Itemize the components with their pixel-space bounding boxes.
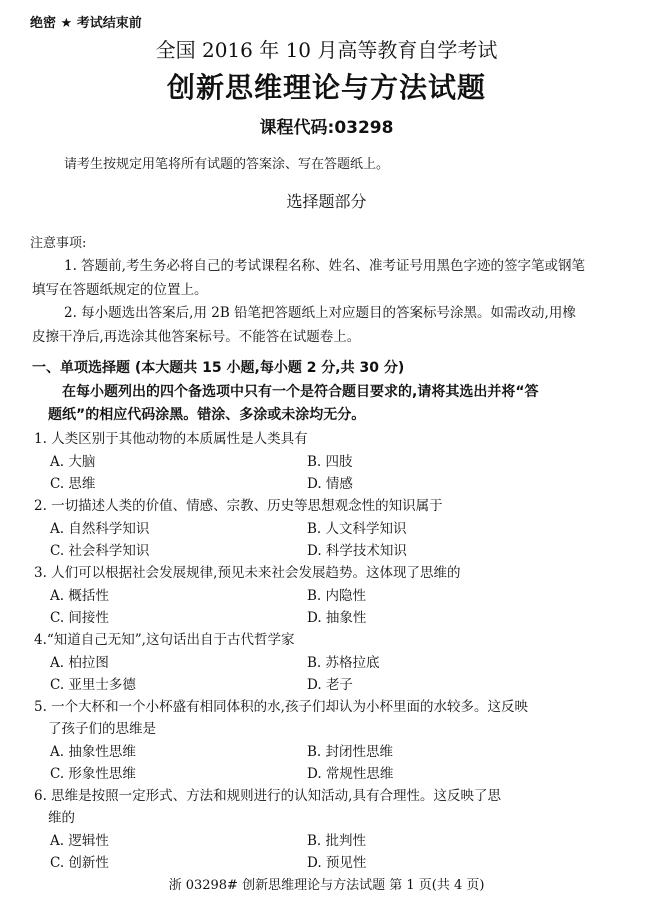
question-stem: 2. 一切描述人类的价值、情感、宗教、历史等思想观念性的知识属于: [34, 498, 443, 514]
option-b: B. 四肢: [307, 454, 353, 470]
part-title: 选择题部分: [286, 192, 367, 211]
section-instruction: 在每小题列出的四个备选项中只有一个是符合题目要求的,请将其选出并将“答: [62, 384, 539, 400]
note-line: 皮擦干净后,再选涂其他答案标号。不能答在试题卷上。: [32, 329, 361, 345]
option-a: A. 大脑: [50, 454, 96, 470]
option-b: B. 内隐性: [307, 588, 367, 604]
option-c: C. 创新性: [50, 855, 109, 871]
general-instruction: 请考生按规定用笔将所有试题的答案涂、写在答题纸上。: [64, 157, 390, 172]
page-footer: 浙 03298# 创新思维理论与方法试题 第 1 页(共 4 页): [168, 878, 485, 893]
exam-title: 全国 2016 年 10 月高等教育自学考试: [155, 38, 498, 62]
option-d: D. 老子: [307, 677, 353, 693]
option-a: A. 柏拉图: [50, 655, 109, 671]
subject-title: 创新思维理论与方法试题: [166, 71, 486, 104]
option-c: C. 社会科学知识: [50, 543, 150, 559]
option-d: D. 预见性: [307, 855, 367, 871]
option-c: C. 思维: [50, 476, 96, 492]
option-d: D. 情感: [307, 476, 353, 492]
question-stem-continued: 了孩子们的思维是: [48, 721, 156, 737]
question-stem-continued: 维的: [48, 810, 75, 826]
option-d: D. 常规性思维: [307, 766, 394, 782]
confidential-label: 绝密 ★ 考试结束前: [30, 16, 142, 31]
course-code: 课程代码:03298: [259, 118, 394, 138]
option-b: B. 批判性: [307, 833, 367, 849]
option-c: C. 间接性: [50, 610, 109, 626]
option-c: C. 形象性思维: [50, 766, 136, 782]
question-stem: 1. 人类区别于其他动物的本质属性是人类具有: [34, 431, 308, 447]
section-instruction: 题纸”的相应代码涂黑。错涂、多涂或未涂均无分。: [48, 407, 366, 423]
option-a: A. 逻辑性: [50, 833, 109, 849]
note-line: 1. 答题前,考生务必将自己的考试课程名称、姓名、准考证号用黑色字迹的签字笔或钢笔: [64, 258, 585, 274]
notes-heading: 注意事项:: [30, 236, 87, 251]
option-a: A. 抽象性思维: [50, 744, 136, 760]
option-d: D. 抽象性: [307, 610, 367, 626]
note-line: 填写在答题纸规定的位置上。: [32, 282, 208, 298]
question-stem: 4.“知道自己无知”,这句话出自于古代哲学家: [34, 632, 295, 648]
question-stem: 6. 思维是按照一定形式、方法和规则进行的认知活动,具有合理性。这反映了思: [34, 788, 501, 804]
note-line: 2. 每小题选出答案后,用 2B 铅笔把答题纸上对应题目的答案标号涂黑。如需改动,用橡: [64, 305, 576, 321]
option-d: D. 科学技术知识: [307, 543, 407, 559]
option-c: C. 亚里士多德: [50, 677, 136, 693]
option-a: A. 概括性: [50, 588, 109, 604]
question-stem: 5. 一个大杯和一个小杯盛有相同体积的水,孩子们却认为小杯里面的水较多。这反映: [34, 699, 528, 715]
question-stem: 3. 人们可以根据社会发展规律,预见未来社会发展趋势。这体现了思维的: [34, 565, 461, 581]
option-b: B. 封闭性思维: [307, 744, 394, 760]
option-b: B. 苏格拉底: [307, 655, 380, 671]
option-b: B. 人文科学知识: [307, 521, 407, 537]
option-a: A. 自然科学知识: [50, 521, 150, 537]
section-heading: 一、单项选择题 (本大题共 15 小题,每小题 2 分,共 30 分): [32, 360, 405, 376]
